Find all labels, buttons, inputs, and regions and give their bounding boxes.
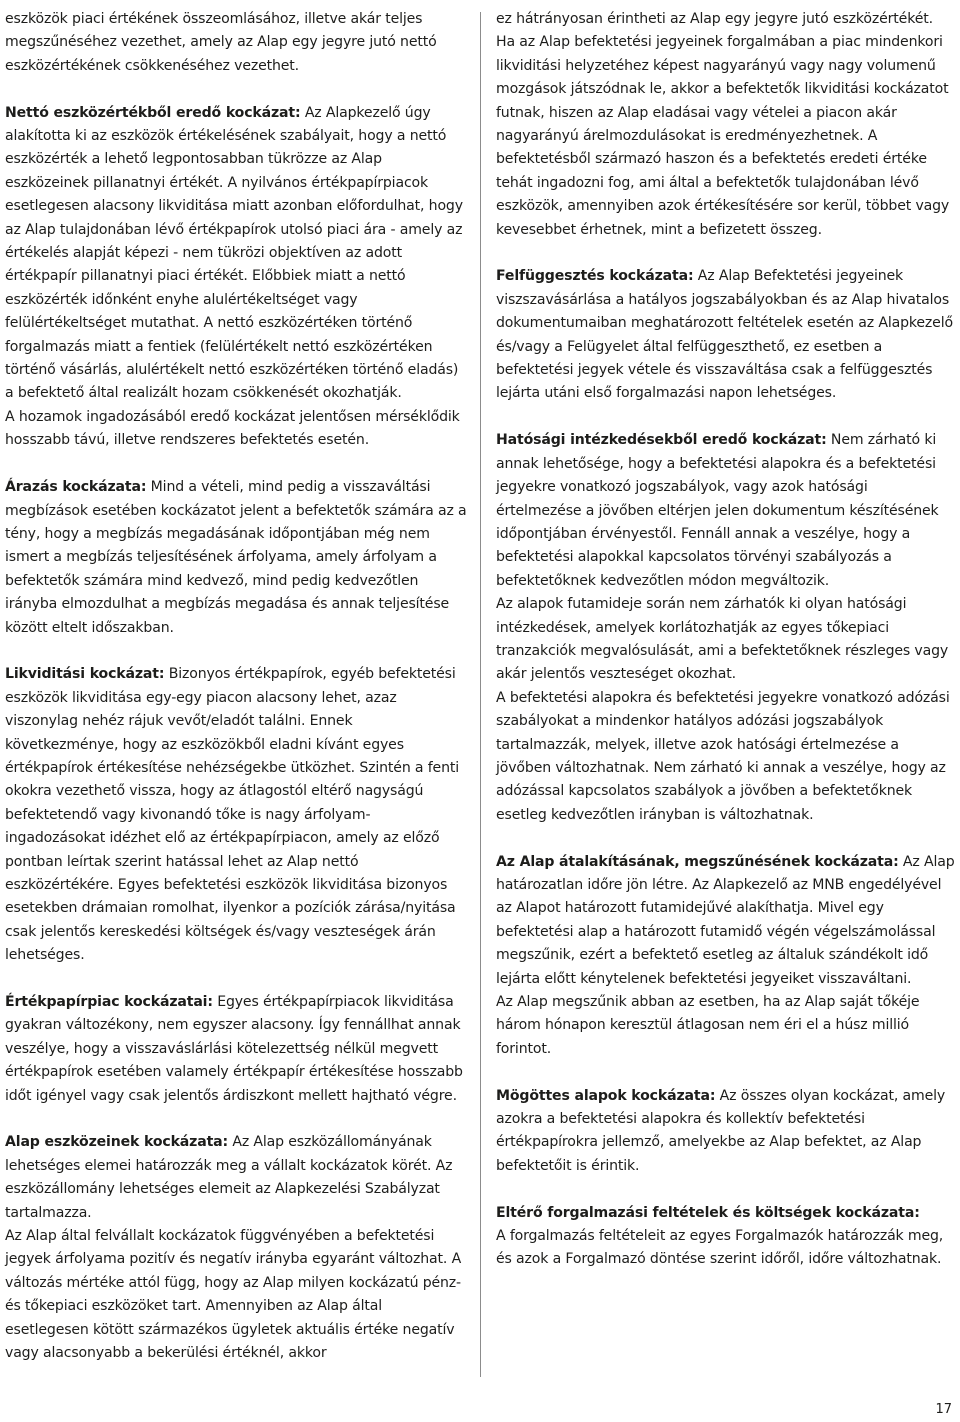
paragraph-yield-volatility: A hozamok ingadozásából eredő kockázat jelentősen mérséklődik hosszabb távú, illetve rendszeres befektetés esetén. bbox=[5, 408, 460, 449]
paragraph-liquidity-continued: ez hátrányosan érintheti az Alap egy jegyre jutó eszközértékét. Ha az Alap befektetési jegyeinek forgalmában a piac mindenkori likviditási helyzetéhez képest nagyarányú vagy nagy volumenű mozgások játszódnak le, akkor a befektetők likviditási kockázatot futnak, hiszen az Alap eladásai vagy vételei a piacon akár nagyarányú árelmozdulásokat is eredményezhetnek. A befektetésből származó haszon és a befektetés eredeti értéke tehát ingadozni fog, ami által a befektetők tulajdonában lévő eszközök, amennyiben azok értékesítésére sor kerül, többet vagy kevesebbet érhetnek, mint a befizetett összeg. bbox=[496, 11, 950, 238]
paragraph-suspension-risk: Felfüggesztés kockázata: Az Alap Befektetési jegyeinek viszszavásárlása a hatályos jogszabályokban és az Alap hivatalos dokumentumaiban meghatározott feltételek esetén az Alapkezelő és/vagy a Felügyelet által felfüggeszthető, ez esetben a befektetési jegyek vétele és visszaváltása csak a felfüggesztés lejárta utáni első forgalmazási napon lehetséges. bbox=[496, 268, 953, 402]
right-column bbox=[496, 8, 956, 1272]
heading-pricing-risk: Árazás kockázata: bbox=[5, 479, 147, 496]
paragraph-pricing-risk: Árazás kockázata: Mind a vételi, mind pedig a visszaváltási megbízások esetében kockázatot jelent a befektetők számára az a tény, hogy a megbízás megadásának időpontjában még nem ismert a megbízás teljesítésének árfolyama, amely árfolyam a befektetők számára mind kedvező, mind pedig kedvezőtlen irányba elmozdulhat a megbízás megadása és annak teljesítése között eltelt időszakban. bbox=[5, 479, 467, 636]
paragraph-tax-rules: A befektetési alapokra és befektetési jegyekre vonatkozó adózási szabályokat a mindenkor hatályos adózási jogszabályok tartalmazzák, melyek, illetve azok hatósági értelmezése a jövőben változhatnak. Nem zárható ki annak a veszélye, hogy az adózással kapcsolatos szabályok a jövőben a befektetőknek esetleg kedvezőtlen irányban is változhatnak. bbox=[496, 689, 950, 823]
paragraph-asset-risk-continued: Az Alap által felvállalt kockázatok függvényében a befektetési jegyek árfolyama pozitív és negatív irányba egyaránt változhat. A változás mértéke attól függ, hogy az Alap milyen kockázatú pénz- és tőkepiaci eszközöket tart. Amennyiben az Alap által esetlegesen kötött származékos ügyletek aktuális értéke negatív vagy alacsonyabb a bekerülési értéknél, akkor bbox=[5, 1228, 462, 1362]
page-number: 17 bbox=[935, 1402, 952, 1417]
paragraph-nav-risk: Nettó eszközértékből eredő kockázat: Az Alapkezelő úgy alakította ki az eszközök értékelésének szabályait, hogy a nettó eszközérték a lehető legpontosabban tükrözze az Alap eszközeinek pillanatnyi értékét. A nyilvános értékpapírpiacok esetlegesen alacsony likviditása miatt azonban előfordulhat, hogy az Alap tulajdonában lévő értékpapírok utolsó piaci ára - amely az értékelés alapját képezi - nem tükrözi objektíven az adott értékpapír pillanatnyi piaci értékét. Előbbiek miatt a nettó eszközérték időnként enyhe alulértékeltséget vagy felülértékeltséget mutathat. A nettó eszközértéken történő forgalmazás miatt a fentiek (felülértékelt nettó eszközértéken történő vásárlás, alulértékelt nettó eszközértéken történő eladás) a befektető által realizált hozam csökkenését okozhatják. bbox=[5, 104, 463, 402]
paragraph-termination: Az Alap megszűnik abban az esetben, ha az Alap saját tőkéje három hónapon keresztül átlagosan nem éri el a húsz millió forintot. bbox=[496, 994, 920, 1057]
heading-suspension-risk: Felfüggesztés kockázata: bbox=[496, 268, 694, 285]
heading-underlying-funds-risk: Mögöttes alapok kockázata: bbox=[496, 1087, 716, 1104]
heading-distribution-risk: Eltérő forgalmazási feltételek és költségek kockázata: bbox=[496, 1204, 920, 1221]
paragraph-securities-market-risk: Értékpapírpiac kockázatai: Egyes értékpapírpiacok likviditása gyakran változékony, nem egyszer alacsony. Így fennállhat annak veszélye, hogy a visszaváslárlási kötelezettség nélkül megvett értékpapírok esetében valamely értékpapír értékesítése hosszabb időt igényel vagy csak jelentős árdiszkont mellett hajtható végre. bbox=[5, 994, 463, 1104]
heading-regulatory-risk: Hatósági intézkedésekből eredő kockázat: bbox=[496, 432, 827, 449]
heading-securities-market-risk: Értékpapírpiac kockázatai: bbox=[5, 994, 213, 1010]
paragraph-regulatory-risk: Hatósági intézkedésekből eredő kockázat: Nem zárható ki annak lehetősége, hogy a befektetési alapokra és a befektetési jegyekre vonatkozó jogszabályok, vagy azok hatósági értelmezése a jövőben eltérjen jelen dokumentum készítésének időpontjában érvényestől. Fennáll annak a veszélye, hogy a befektetési alapokkal kapcsolatos törvényi szabályozás a befektetőknek kedvezőtlen módon megváltozik. bbox=[496, 432, 939, 589]
paragraph-distribution-risk bbox=[496, 1202, 956, 1225]
paragraph-asset-collapse: eszközök piaci értékének összeomlásához, illetve akár teljes megszűnéséhez vezethet, amely az Alap egy jegyre jutó nettó eszközértékének csökkenéséhez vezethet. bbox=[5, 11, 437, 74]
paragraph-liquidity-risk: Likviditási kockázat: Bizonyos értékpapírok, egyéb befektetési eszközök likviditása egy-egy piacon alacsony lehet, azaz viszonylag nehéz rájuk vevőt/eladót találni. Ennek következménye, hogy az eszközökből eladni kívánt egyes értékpapírok értékesítése nehézségekbe ütközhet. Szintén a fenti okokra vezethető vissza, hogy az átlagostól eltérő nagyságú befektetendő vagy kivonandó tőke is nagy árfolyam-ingadozásokat idézhet elő az értékpapírpiacon, amely az előző pontban leírtak szerint hatással lehet az Alap nettó eszközértékére. Egyes befektetési eszközök likviditása bizonyos esetekben drámaian romolhat, ilyenkor a pozíciók zárása/nyitása csak jelentős kereskedési költségek és/vagy veszteségek árán lehetséges. bbox=[5, 666, 460, 964]
paragraph-underlying-funds-risk: Mögöttes alapok kockázata: Az összes olyan kockázat, amely azokra a befektetési alapokra és kollektív befektetési értékpapírokra jellemző, amelyekbe az Alap befektet, az Alap befektetőit is érintik. bbox=[496, 1087, 946, 1174]
left-column bbox=[5, 8, 467, 1365]
heading-liquidity-risk: Likviditási kockázat: bbox=[5, 666, 165, 683]
paragraph-distribution-terms: A forgalmazás feltételeit az egyes Forgalmazók határozzák meg, és azok a Forgalmazó döntése szerint időről, időre változhatnak. bbox=[496, 1228, 944, 1268]
heading-nav-risk: Nettó eszközértékből eredő kockázat: bbox=[5, 104, 301, 121]
paragraph-transformation-risk: Az Alap átalakításának, megszűnésének kockázata: Az Alap határozatlan időre jön létre. Az Alapkezelő az MNB engedélyével az Alapot határozott futamidejűvé alakíthatja. Mivel egy befektetési alap a határozott futamidő végén végelszámolással megszűnik, ezért a befektető esetleg az általuk szándékolt idő lejárta előtt kénytelenek befektetési jegyeiket visszaváltani. bbox=[496, 853, 955, 987]
paragraph-asset-risk: Alap eszközeinek kockázata: Az Alap eszközállományának lehetséges elemei határozzák meg a vállalt kockázatok körét. Az eszközállomány lehetséges elemeit az Alapkezelési Szabályzat tartalmazza. bbox=[5, 1134, 453, 1221]
heading-asset-risk: Alap eszközeinek kockázata: bbox=[5, 1134, 228, 1151]
heading-transformation-risk: Az Alap átalakításának, megszűnésének kockázata: bbox=[496, 853, 899, 870]
column-divider bbox=[480, 12, 481, 1377]
paragraph-regulatory-measures: Az alapok futamideje során nem zárhatók ki olyan hatósági intézkedések, amelyek korlátozhatják az egyes tőkepiaci tranzakciók megvalósulását, ami a befektetőknek részleges vagy akár jelentős veszteséget okozhat. bbox=[496, 596, 949, 683]
